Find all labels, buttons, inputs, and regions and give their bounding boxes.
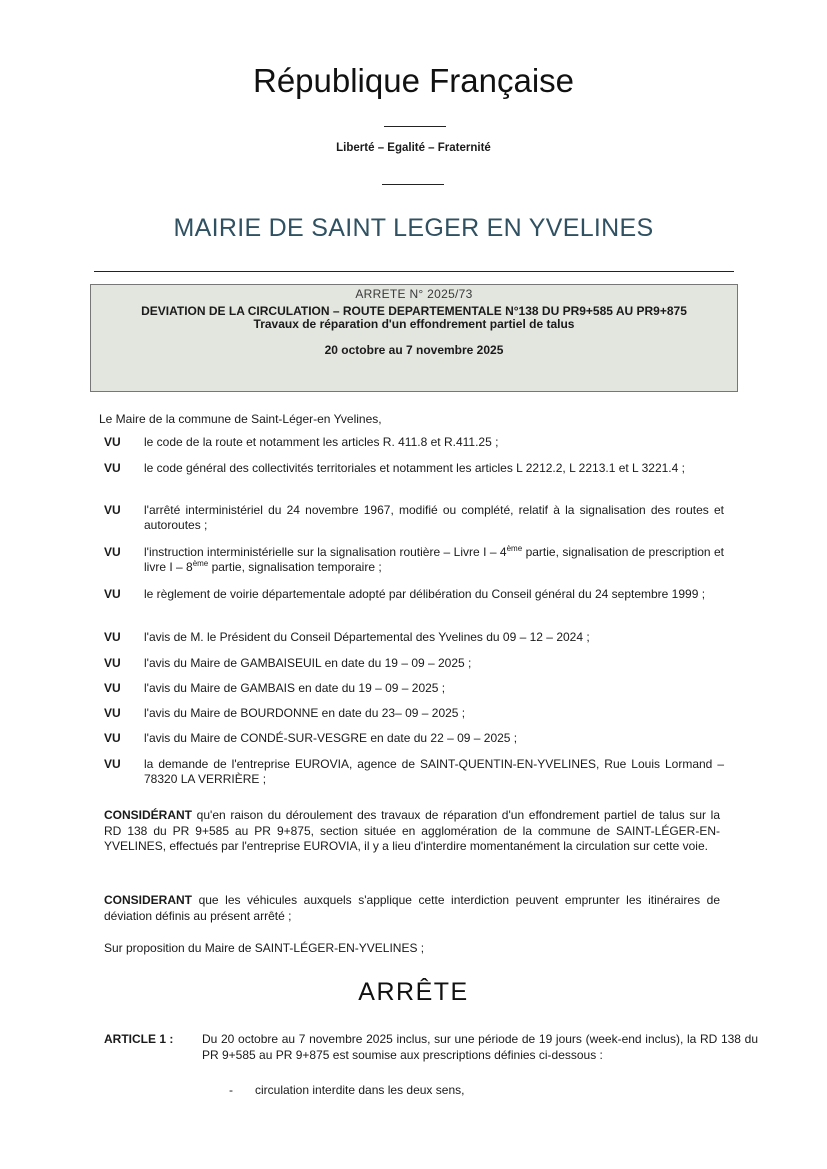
vu-label: VU (104, 545, 121, 559)
vu-text: l'instruction interministérielle sur la signalisation routière – Livre I – 4ème partie, signalisation de prescription et livre I – 8ème partie, signalisation temporaire ; (144, 544, 724, 574)
vu-text: la demande de l'entreprise EUROVIA, agence de SAINT-QUENTIN-EN-YVELINES, Rue Louis Lormand – 78320 LA VERRIÈRE ; (144, 757, 724, 786)
vu-item (104, 461, 724, 476)
vu-item (104, 545, 724, 575)
proposition-text: Sur proposition du Maire de SAINT-LÉGER-EN-YVELINES ; (104, 941, 425, 955)
article-1-text: Du 20 octobre au 7 novembre 2025 inclus, sur une période de 19 jours (week-end inclus), la RD 138 du PR 9+585 au PR 9+875 est soumise aux prescriptions définies ci-dessous : (202, 1032, 758, 1062)
vu-text: l'avis du Maire de GAMBAIS en date du 19 – 09 – 2025 ; (144, 681, 446, 695)
considerant-text: que les véhicules auxquels s'applique cette interdiction peuvent emprunter les itinéraires de déviation définis au présent arrêté ; (104, 893, 720, 923)
bullet-dash: - (229, 1083, 233, 1097)
vu-item (104, 435, 724, 450)
vu-item (104, 681, 724, 696)
vu-item (104, 503, 724, 533)
vu-item (104, 731, 724, 746)
arrete-title: DEVIATION DE LA CIRCULATION – ROUTE DEPARTEMENTALE N°138 DU PR9+585 AU PR9+875 (141, 303, 687, 318)
intro-text: Le Maire de la commune de Saint-Léger-en Yvelines, (99, 412, 382, 426)
vu-text: l'avis du Maire de GAMBAISEUIL en date du 19 – 09 – 2025 ; (144, 656, 472, 670)
vu-text: l'arrêté interministériel du 24 novembre 1967, modifié ou complété, relatif à la signalisation des routes et autoroutes ; (144, 503, 724, 532)
vu-item (104, 587, 724, 602)
vu-item (104, 757, 724, 787)
vu-label: VU (104, 681, 121, 695)
divider-top (384, 126, 446, 127)
divider-bottom (382, 184, 444, 185)
vu-label: VU (104, 503, 121, 517)
considerant-paragraph (104, 893, 720, 924)
article-1-label: ARTICLE 1 : (104, 1032, 174, 1046)
vu-text: le code général des collectivités territoriales et notamment les articles L 2212.2, L 2213.1 et L 3221.4 ; (144, 461, 685, 475)
vu-text: l'avis du Maire de CONDÉ-SUR-VESGRE en date du 22 – 09 – 2025 ; (144, 731, 518, 745)
considerant-paragraph (104, 808, 720, 855)
vu-label: VU (104, 757, 121, 771)
vu-label: VU (104, 656, 121, 670)
vu-text: l'avis du Maire de BOURDONNE en date du 23– 09 – 2025 ; (144, 706, 466, 720)
motto: Liberté – Egalité – Fraternité (336, 142, 491, 154)
arrete-heading: ARRÊTE (358, 978, 469, 1006)
vu-item (104, 706, 724, 721)
considerant-label: CONSIDÉRANT (104, 808, 193, 822)
vu-label: VU (104, 587, 121, 601)
article-1-bullet: circulation interdite dans les deux sens, (255, 1083, 465, 1097)
republic-title: République Française (252, 62, 575, 99)
vu-text: le code de la route et notamment les articles R. 411.8 et R.411.25 ; (144, 435, 499, 449)
considerant-text: qu'en raison du déroulement des travaux de réparation d'un effondrement partiel de talus sur la RD 138 du PR 9+585 au PR 9+875, section située en agglomération de la commune de SAINT-LÉGER-EN-YVELINES, effectués par l'entreprise EUROVIA, il y a lieu d'interdire momentanément la circulation sur cette voie. (104, 808, 720, 853)
vu-label: VU (104, 706, 121, 720)
arrete-number: ARRETE N° 2025/73 (355, 287, 473, 301)
arrete-dates: 20 octobre au 7 novembre 2025 (324, 342, 504, 357)
vu-item (104, 630, 724, 645)
arrete-box (90, 284, 738, 392)
vu-label: VU (104, 435, 121, 449)
considerant-label: CONSIDERANT (104, 893, 193, 907)
vu-label: VU (104, 461, 121, 475)
vu-text: le règlement de voirie départementale adopté par délibération du Conseil général du 24 septembre 1999 ; (144, 587, 706, 601)
vu-label: VU (104, 630, 121, 644)
vu-text: l'avis de M. le Président du Conseil Départemental des Yvelines du 09 – 12 – 2024 ; (144, 630, 590, 644)
arrete-subtitle: Travaux de réparation d'un effondrement partiel de talus (253, 317, 575, 331)
vu-item (104, 656, 724, 671)
header-rule (94, 271, 734, 272)
mairie-title: MAIRIE DE SAINT LEGER EN YVELINES (173, 214, 654, 242)
vu-label: VU (104, 731, 121, 745)
